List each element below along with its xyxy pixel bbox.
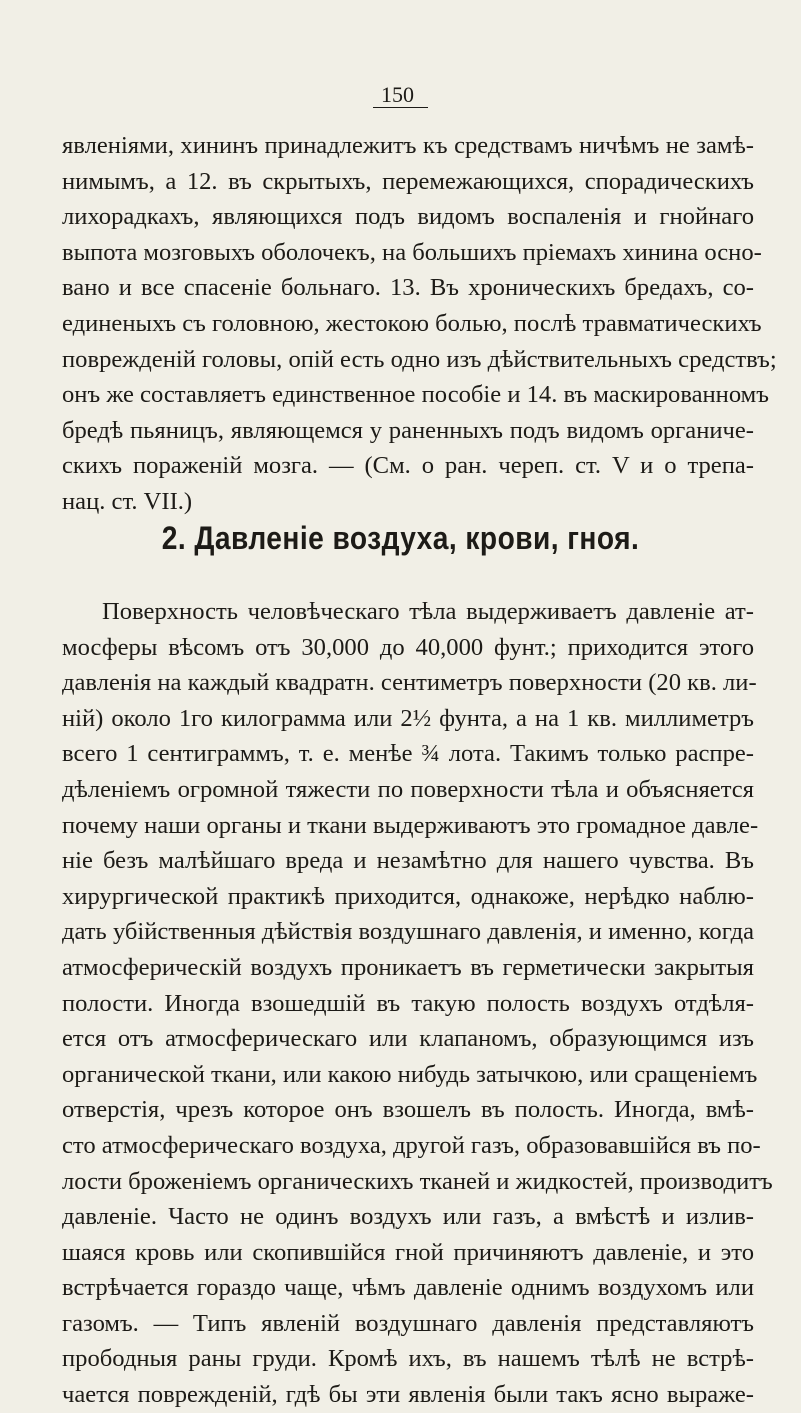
text-line: вано и все спасеніе больнаго. 13. Въ хроническихъ бредахъ, со- <box>62 274 754 302</box>
text-line: дать убійственныя дѣйствія воздушнаго давленія, и именно, когда <box>62 918 754 946</box>
text-line: чается поврежденій, гдѣ бы эти явленія были такъ ясно выраже- <box>62 1381 754 1409</box>
text-line: поврежденій головы, опій есть одно изъ дѣйствительныхъ средствъ; <box>62 345 777 373</box>
paragraph-1 <box>62 128 777 520</box>
text-line: прободныя раны груди. Кромѣ ихъ, въ нашемъ тѣлѣ не встрѣ- <box>62 1345 754 1373</box>
text-line: онъ же составляетъ единственное пособіе и 14. въ маскированномъ <box>62 381 769 409</box>
text-line: давленія на каждый квадратн. сентиметръ поверхности (20 кв. ли- <box>62 669 757 697</box>
text-line: нац. ст. VII.) <box>62 487 193 515</box>
text-line: нимымъ, а 12. въ скрытыхъ, перемежающихся, спорадическихъ <box>62 167 754 195</box>
text-line: органической ткани, или какою нибудь затычкою, или сращеніемъ <box>62 1060 758 1088</box>
text-line: полости. Иногда взошедшій въ такую полость воздухъ отдѣля- <box>62 989 754 1017</box>
text-line: всего 1 сентиграммъ, т. е. менѣе ¾ лота. Такимъ только распре- <box>62 740 754 768</box>
text-line: лости броженіемъ органическихъ тканей и жидкостей, производитъ <box>62 1167 773 1195</box>
text-line: явленіями, хининъ принадлежитъ къ средствамъ ничѣмъ не замѣ- <box>62 132 754 159</box>
text-line: встрѣчается гораздо чаще, чѣмъ давленіе однимъ воздухомъ или <box>62 1274 754 1302</box>
text-line: ніе безъ малѣйшаго вреда и незамѣтно для нашего чувства. Въ <box>62 847 754 875</box>
text-line: атмосферическій воздухъ проникаетъ въ герметически закрытыя <box>62 953 754 981</box>
text-line: отверстія, чрезъ которое онъ взошелъ въ полость. Иногда, вмѣ- <box>62 1096 754 1124</box>
text-line: газомъ. — Типъ явленій воздушнаго давленія представляютъ <box>62 1309 754 1337</box>
text-line: давленіе. Часто не одинъ воздухъ или газъ, а вмѣстѣ и излив- <box>62 1203 754 1231</box>
text-line: почему наши органы и ткани выдерживаютъ это громадное давле- <box>62 811 759 839</box>
text-line: лихорадкахъ, являющихся подъ видомъ воспаленія и гнойнаго <box>62 203 754 231</box>
text-line: шаяся кровь или скопившійся гной причиняютъ давленіе, и это <box>62 1238 754 1266</box>
text-line: скихъ пораженій мозга. — (См. о ран. череп. ст. V и о трепа- <box>62 452 754 480</box>
text-line: ній) около 1го килограмма или 2½ фунта, а на 1 кв. миллиметръ <box>62 704 754 732</box>
text-line: выпота мозговыхъ оболочекъ, на большихъ пріемахъ хинина осно- <box>62 238 762 266</box>
section-heading: 2. Давленіе воздуха, крови, гноя. <box>161 520 640 556</box>
paragraph-2 <box>62 594 773 1413</box>
page-number: 150 <box>0 82 801 108</box>
text-line: хирургической практикѣ приходится, однакоже, нерѣдко наблю- <box>62 882 754 910</box>
text-line: дѣленіемъ огромной тяжести по поверхности тѣла и объясняется <box>62 775 754 803</box>
text-line: ется отъ атмосферическаго или клапаномъ, образующимся изъ <box>62 1025 754 1053</box>
text-line: сто атмосферическаго воздуха, другой газъ, образовавшійся въ по- <box>62 1131 761 1159</box>
text-line: мосферы вѣсомъ отъ 30,000 до 40,000 фунт.; приходится этого <box>62 633 754 661</box>
text-line: единеныхъ съ головною, жестокою болью, послѣ травматическихъ <box>62 309 762 337</box>
text-line: Поверхность человѣческаго тѣла выдерживаетъ давленіе ат- <box>102 598 754 625</box>
text-line: бредѣ пьяницъ, являющемся у раненныхъ подъ видомъ органиче- <box>62 416 754 444</box>
